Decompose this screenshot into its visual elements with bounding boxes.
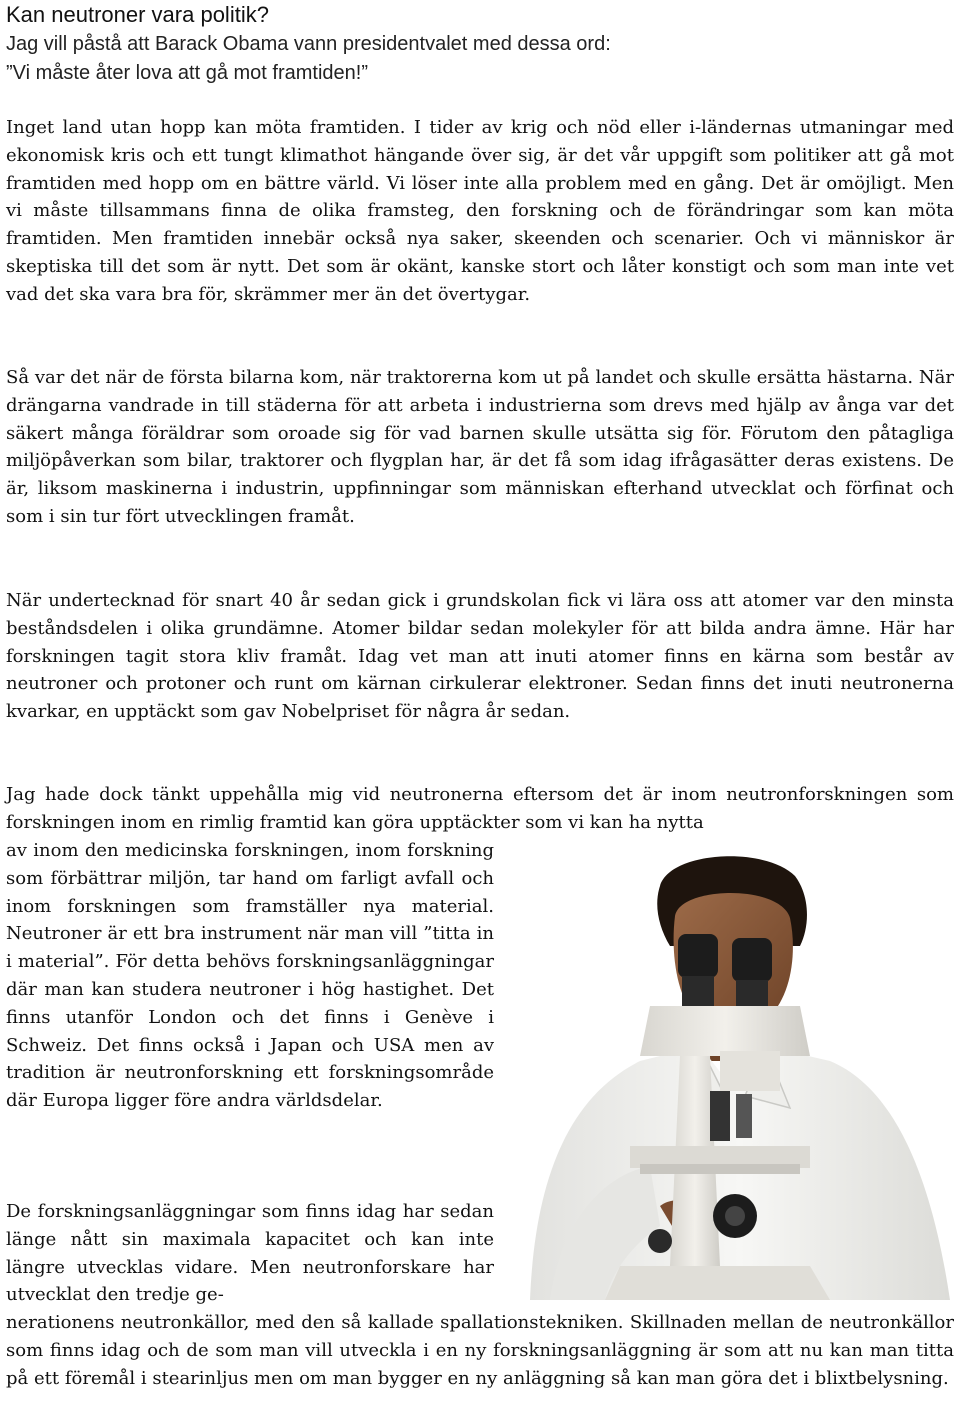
paragraph-spallation: nerationens neutronkällor, med den så kallade spallationstekniken. Skillnaden mellan de neutronkällor som finns idag och de som man vill utveckla i en ny forskningsanläggning är som att nu kan man titta på ett föremål i stearinljus men om man bygger en ny anläggning så kan man göra det i blixtbelysning.: [6, 1312, 954, 1389]
paragraph-cars: Så var det när de första bilarna kom, när traktorerna kom ut på landet och skulle ersätta hästarna. När drängarna vandrade in till städerna för att arbeta i industrierna som drevs med hjälp av ånga var det säkert många föräldrar som oroade sig för vad barnen skulle utsätta sig för. Förutom den påtagliga miljöpåverkan som bilar, traktorer och flygplan har, är det få som idag ifrågasätter deras existens. De är, liksom maskinerna i industrin, uppfinningar som människan efterhand utvecklat och förfinat och som i sin tur fört utvecklingen framåt.: [6, 367, 954, 527]
article-title: Kan neutroner vara politik?: [6, 2, 269, 27]
paragraph-neutrons-intro: Jag hade dock tänkt uppehålla mig vid neutronerna eftersom det är inom neutronforskningen som forskningen inom en rimlig framtid kan göra upptäckter som vi kan ha nytta: [6, 784, 954, 833]
scientist-microscope-photo: [510, 846, 960, 1300]
paragraph-neutrons-cont: av inom den medicinska forskningen, inom forskning som förbättrar miljön, tar hand om farligt avfall och inom forskningen som framställer nya material. Neutroner är ett bra instrument när man vill ”titta in i material”. För detta behövs forskningsanläggningar där man kan studera neutroner i hög hastighet. Det finns utanför London och det finns i Genève i Schweiz. Det finns också i Japan och USA men av tradition är neutronforskning ett forskningsområde där Europa ligger före andra världsdelar.: [6, 840, 494, 1112]
intro-line: Jag vill påstå att Barack Obama vann presidentvalet med dessa ord:: [6, 33, 611, 55]
paragraph-facilities: De forskningsanläggningar som finns idag har sedan länge nått sin maximala kapacitet och kan inte längre utvecklas vidare. Men neutronforskare har utvecklat den tredje ge-: [6, 1201, 494, 1306]
intro-quote-line: ”Vi måste åter lova att gå mot framtiden!”: [6, 62, 369, 84]
paragraph-hope: Inget land utan hopp kan möta framtiden. I tider av krig och nöd eller i-ländernas utmaningar med ekonomisk kris och ett tungt klimathot hängande över sig, är det vår uppgift som politiker att gå mot framtiden med hopp om en bättre värld. Vi löser inte alla problem med en gång. Det är omöjligt. Men vi måste tillsammans finna de olika framsteg, den forskning och de förändringar som kan möta framtiden. Men framtiden innebär också nya saker, skeenden och scenarier. Och vi människor är skeptiska till det som är nytt. Det som är okänt, kanske stort och låter konstigt och som man inte vet vad det ska vara bra för, skrämmer mer än det övertygar.: [6, 117, 954, 305]
paragraph-atoms: När undertecknad för snart 40 år sedan gick i grundskolan fick vi lära oss att atomer var den minsta beståndsdelen i olika grundämne. Atomer bildar sedan molekyler för att bilda andra ämne. Här har forskningen tagit stora kliv framåt. Idag vet man att inuti atomer finns en kärna som består av neutroner och protoner och runt om kärnan cirkulerar elektroner. Sedan finns det inuti neutronerna kvarkar, en upptäckt som gav Nobelpriset för några år sedan.: [6, 590, 954, 723]
intro-quote: [6, 30, 611, 88]
